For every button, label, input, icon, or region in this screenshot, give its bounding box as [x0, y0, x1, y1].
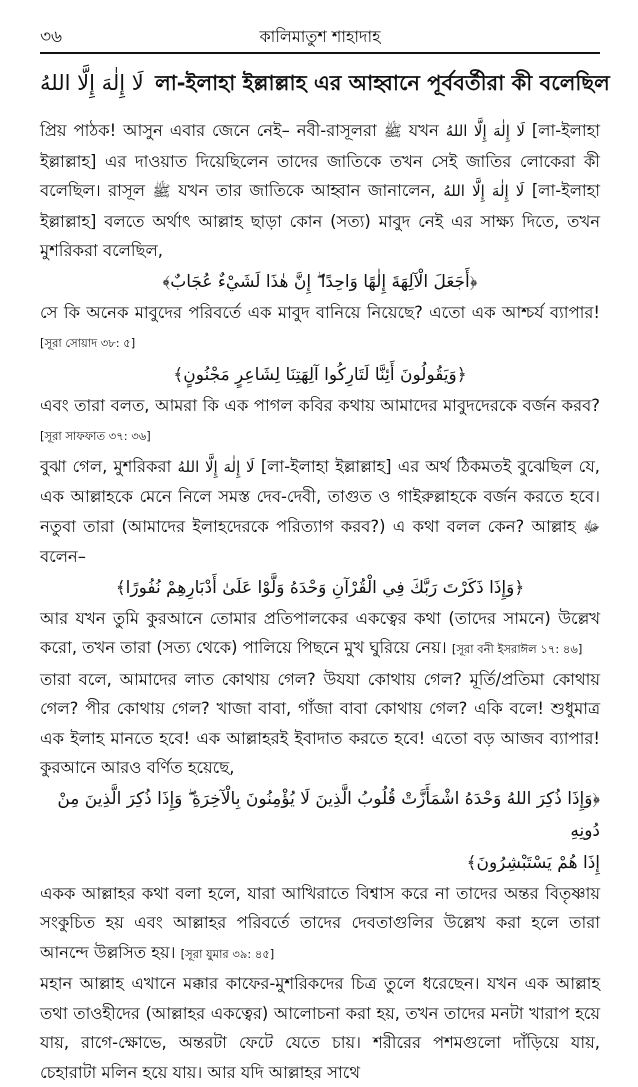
- quran-verse-1: ﴿أَجَعَلَ الْآلِهَةَ إِلٰهًا وَاحِدًا ۖ إِنَّ هٰذَا لَشَيْءٌ عُجَابٌ﴾: [162, 271, 478, 292]
- text-run: একক আল্লাহর কথা বলা হলে, যারা আখিরাতে বিশ্বাস করে না তাদের অন্তর বিতৃষ্ণায় সংকুচিত হয় এবং আল্লাহর পরিবর্তে তাদের দেবতাগুলির উল্লেখ করা হলে তারা আনন্দে উল্লসিত হয়।: [40, 883, 600, 962]
- paragraph-intro: [40, 116, 600, 266]
- paragraph-commentary: তারা বলে, আমাদের লাত কোথায় গেল? উযযা কোথায় গেল? মূর্তি/প্রতিমা কোথায় গেল? পীর কোথায় গেল? খাজা বাবা, গাঁজা বাবা কোথায় গেল? একি বলে! শুধুমাত্র এক ইলাহ মানতে হবে! এক আল্লাহরই ইবাদাত করতে হবে! এতো বড় আজব ব্যাপার! কুরআনে আরও বর্ণিত হয়েছে,: [40, 669, 600, 777]
- salutation-glyph: ﷺ: [152, 182, 171, 200]
- text-run: [লা-ইলাহা ইল্লাল্লাহ] এর দাওয়াত দিয়েছিলেন তাদের জাতিকে তখন সেই জাতির লোকেরা কী বলেছিল। রাসূল: [40, 121, 600, 200]
- verse-reference: [সূরা সোয়াদ ৩৮: ৫]: [40, 336, 136, 350]
- salutation-glyph: ﷺ: [383, 122, 402, 140]
- paragraph-closing: মহান আল্লাহ এখানে মক্কার কাফের-মুশরিকদের চিত্র তুলে ধরেছেন। যখন এক আল্লাহ তথা তাওহীদের (আল্লাহর একত্বের) আলোচনা করা হয়, তখন তাদের মনটা খারাপ হয়ে যায়, রাগে-ক্ষোভে, অন্তরটা ফেটে যেতে চায়। শরীরের পশমগুলো দাঁড়িয়ে যায়, চেহারাটা মলিন হয়ে যায়। আর যদি আল্লাহর সাথে: [40, 974, 600, 1082]
- paragraph-translation-1: [40, 298, 600, 359]
- text-run: [লা-ইলাহা ইল্লাল্লাহ] বলতে অর্থাৎ আল্লাহ ছাড়া কোন (সত্য) মাবুদ নেই এর সাক্ষ্য দিতে, তখন মুশরিকরা বলেছিল,: [40, 181, 601, 260]
- paragraph-explanation: [40, 452, 600, 572]
- paragraph-translation-4: [40, 879, 600, 970]
- paragraph-translation-3: [40, 604, 600, 665]
- chapter-title-bangla: লা-ইলাহা ইল্লাল্লাহ এর আহ্বানে পূর্ববর্তীরা কী বলেছিল: [155, 71, 610, 95]
- running-header: [40, 22, 600, 54]
- text-run: আর যখন তুমি কুরআনে তোমার প্রতিপালকের একত্বের কথা (তাদের সামনে) উল্লেখ করো, তখন তারা (সত্য থেকে) পালিয়ে পিছনে মুখ ঘুরিয়ে নেয়।: [40, 608, 600, 657]
- paragraph-translation-2: [40, 391, 600, 452]
- text-run: যখন তার জাতিকে আহ্বান জানালেন,: [178, 181, 436, 200]
- chapter-title: [40, 68, 610, 98]
- chapter-title-arabic: لَا إِلٰهَ إِلَّا اللهُ: [40, 71, 144, 95]
- text-run: প্রিয় পাঠক! আসুন এবার জেনে নেই– নবী-রাসূলরা: [40, 121, 377, 140]
- kalima-arabic: لَا إِلٰهَ إِلَّا اللهُ: [445, 122, 525, 140]
- text-run: বলেন–: [40, 547, 86, 566]
- text-run: সে কি অনেক মাবুদের পরিবর্তে এক মাবুদ বানিয়ে নিয়েছে? এতো এক আশ্চর্য ব্যাপার!: [40, 302, 600, 322]
- page-number: ৩৬: [40, 27, 63, 47]
- verse-reference: [সূরা বনী ইসরাঈল ১৭: ৪৬]: [451, 642, 583, 656]
- quran-verse-2: ﴿وَيَقُولُونَ أَئِنَّا لَتَارِكُوا آلِهَتِنَا لِشَاعِرٍ مَجْنُونٍ﴾: [173, 364, 467, 385]
- text-run: এবং তারা বলত, আমরা কি এক পাগল কবির কথায় আমাদের মাবুদদেরকে বর্জন করব?: [40, 395, 600, 415]
- quran-verse-4-line-1: ﴿وَإِذَا ذُكِرَ اللهُ وَحْدَهُ اشْمَأَزَّتْ قُلُوبُ الَّذِينَ لَا يُؤْمِنُونَ بِالْآخِرَةِ ۖ وَإِذَا ذُكِرَ الَّذِينَ مِنْ دُونِهِ: [57, 788, 600, 841]
- quran-verse-4-line-2: إِذَا هُمْ يَسْتَبْشِرُونَ﴾: [466, 852, 600, 873]
- kalima-arabic: لَا إِلٰهَ إِلَّا اللهُ: [177, 457, 255, 476]
- running-title: কালিমাতুশ শাহাদাহ: [259, 27, 381, 46]
- book-page: [0, 22, 638, 1082]
- text-run: বুঝা গেল, মুশরিকরা: [40, 456, 172, 476]
- text-run: যখন: [408, 121, 439, 140]
- kalima-arabic: لَا إِلٰهَ إِلَّا اللهُ: [443, 182, 525, 200]
- quran-verse-3: ﴿وَإِذَا ذَكَرْتَ رَبَّكَ فِي الْقُرْآنِ وَحْدَهُ وَلَّوْا عَلَىٰ أَدْبَارِهِمْ نُفُورًا﴾: [115, 577, 525, 598]
- body-text: [40, 116, 600, 1087]
- verse-reference: [সূরা সাফফাত ৩৭: ৩৬]: [40, 429, 151, 443]
- verse-reference: [সূরা যুমার ৩৯: ৪৫]: [180, 946, 275, 961]
- salutation-glyph: ﷻ: [583, 517, 601, 536]
- text-run: [লা-ইলাহা ইল্লাল্লাহ] এর অর্থ ঠিকমতই বুঝেছিল যে, এক আল্লাহকে মেনে নিলে সমস্ত দেব-দেবী, তাগুত ও গাইরুল্লাহকে বর্জন করতে হবে। নতুবা তারা (আমাদের ইলাহদেরকে পরিত্যাগ করব?) এ কথা বলল কেন? আল্লাহ: [40, 456, 600, 536]
